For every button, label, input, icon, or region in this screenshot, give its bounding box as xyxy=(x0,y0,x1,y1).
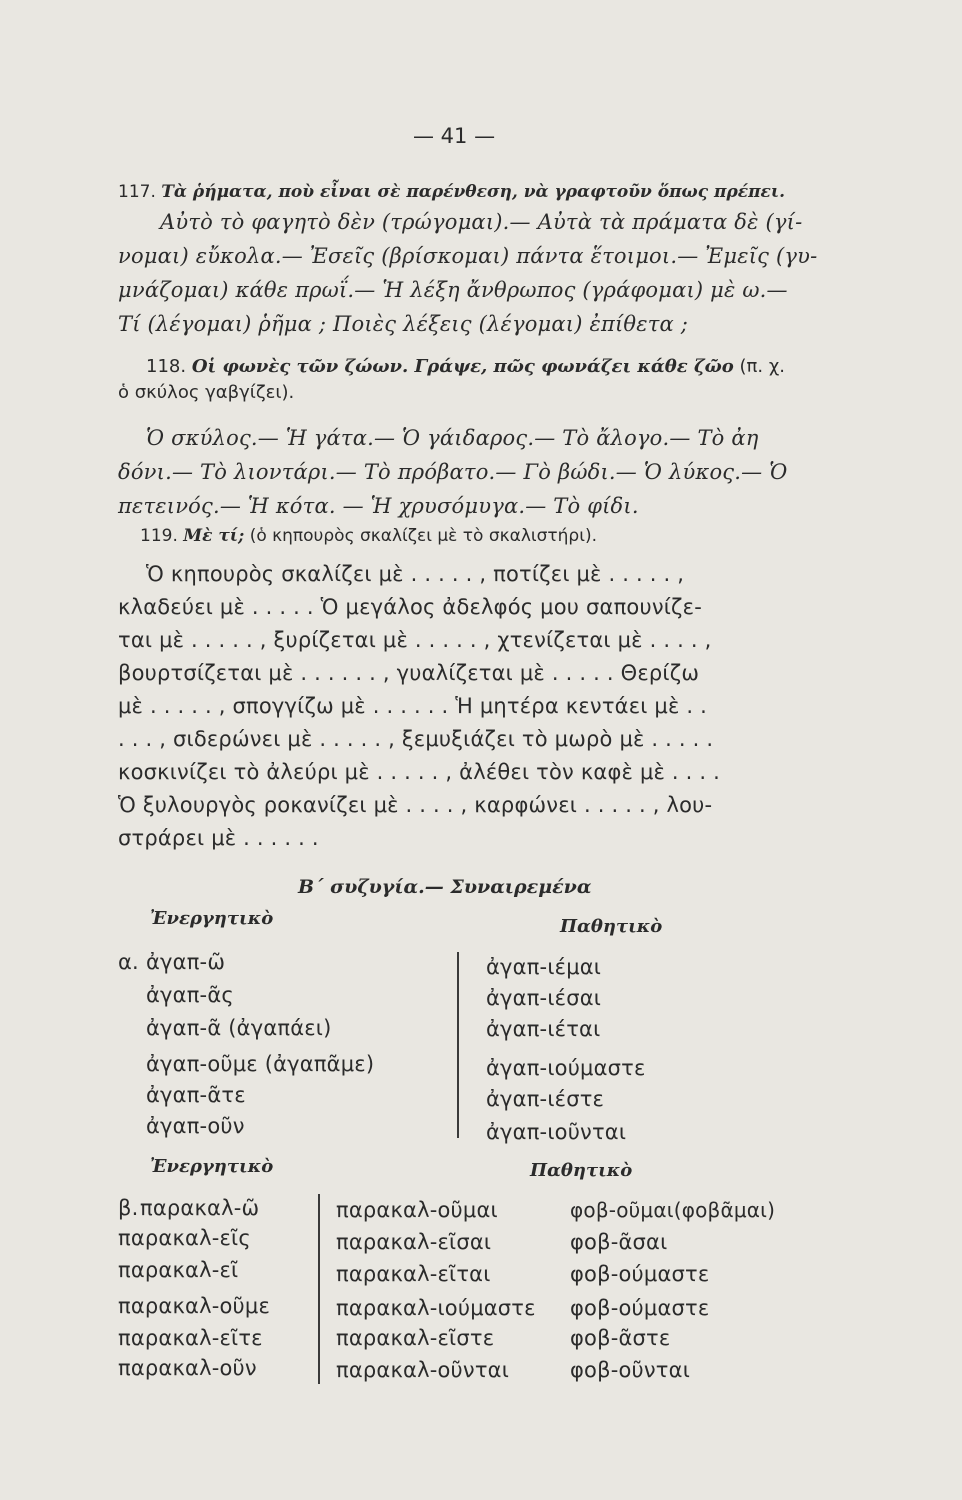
part-b-passive-form: παρακαλ-οῦμαι xyxy=(336,1198,498,1222)
ex119-title-tail: (ὁ κηπουρὸς σκαλίζει μὲ τὸ σκαλιστήρι). xyxy=(249,526,597,546)
ex117-line: Τί (λέγομαι) ῥῆμα ; Ποιὲς λέξεις (λέγομαι) ἐπίθετα ; xyxy=(118,312,689,336)
part-a-passive-form: ἀγαπ-ιέσαι xyxy=(486,986,602,1010)
ex118-title-tail: (π. χ. xyxy=(739,356,785,377)
ex117-line: νομαι) εὔκολα.— Ἐσεῖς (βρίσκομαι) πάντα ἕτοιμοι.— Ἐμεῖς (γυ- xyxy=(118,244,818,268)
part-a-active-form: ἀγαπ-ᾶτε xyxy=(146,1083,246,1107)
ex118-number: 118. xyxy=(146,356,187,377)
part-b-passive-form: παρακαλ-εῖστε xyxy=(336,1326,495,1350)
part-a-passive-form: ἀγαπ-ιοῦνται xyxy=(486,1120,627,1144)
part-a-active-form: ἀγαπ-οῦν xyxy=(146,1114,245,1138)
part-b-active-form: παρακαλ-εῖτε xyxy=(118,1326,263,1350)
part-b-passive-form: παρακαλ-εῖσαι xyxy=(336,1230,492,1254)
part-b-fob-form: φοβ-οῦμαι(φοβᾶμαι) xyxy=(570,1198,776,1222)
ex118-line: Ὁ σκύλος.— Ἡ γάτα.— Ὁ γάιδαρος.— Τὸ ἄλογο.— Τὸ ἀη xyxy=(146,426,759,450)
ex118-heading-line2: ὁ σκύλος γαβγίζει). xyxy=(118,382,295,403)
part-b-passive-form: παρακαλ-εῖται xyxy=(336,1262,491,1286)
part-b-passive-form: παρακαλ-ιούμαστε xyxy=(336,1296,536,1320)
ex119-line: μὲ . . . . . , σπογγίζω μὲ . . . . . . Ἡ μητέρα κεντάει μὲ . . xyxy=(118,694,708,718)
part-b-active-form: παρακαλ-εῖς xyxy=(118,1226,251,1250)
part-b-active-header: Ἐνεργητικὸ xyxy=(150,1156,274,1177)
part-b-passive-header: Παθητικὸ xyxy=(530,1160,633,1181)
part-a-active-form: ἀγαπ-οῦμε (ἀγαπᾶμε) xyxy=(146,1052,375,1076)
part-b-label: β. xyxy=(118,1196,139,1220)
part-a-active-form: ἀγαπ-ῶ xyxy=(146,950,226,974)
part-a-passive-form: ἀγαπ-ιέμαι xyxy=(486,955,602,979)
part-a-label: α. xyxy=(118,950,139,974)
ex117-line: μνάζομαι) κάθε πρωΐ.— Ἡ λέξη ἄνθρωπος (γράφομαι) μὲ ω.— xyxy=(118,278,788,302)
ex119-line: κλαδεύει μὲ . . . . . Ὁ μεγάλος ἀδελφός μου σαπουνίζε- xyxy=(118,595,703,619)
ex119-line: βουρτσίζεται μὲ . . . . . . , γυαλίζεται μὲ . . . . . Θερίζω xyxy=(118,661,700,685)
ex118-title: Οἱ φωνὲς τῶν ζώων. Γράψε, πῶς φωνάζει κάθε ζῶο xyxy=(191,356,734,377)
ex118-heading xyxy=(146,356,785,377)
ex119-line: ται μὲ . . . . . , ξυρίζεται μὲ . . . . . , χτενίζεται μὲ . . . . , xyxy=(118,628,712,652)
ex118-line: πετεινός.— Ἡ κότα. — Ἡ χρυσόμυγα.— Τὸ φίδι. xyxy=(118,494,639,518)
part-a-passive-form: ἀγαπ-ιέστε xyxy=(486,1087,605,1111)
part-b-fob-form: φοβ-ᾶστε xyxy=(570,1326,671,1350)
part-a-passive-header: Παθητικὸ xyxy=(560,916,663,937)
part-b-active-form: παρακαλ-εῖ xyxy=(118,1258,239,1282)
part-a-divider xyxy=(457,952,459,1138)
part-b-active-form: παρακαλ-ῶ xyxy=(140,1196,260,1220)
part-a-active-header: Ἐνεργητικὸ xyxy=(150,908,274,929)
ex119-heading xyxy=(140,526,597,546)
part-a-active-form: ἀγαπ-ᾶ (ἀγαπάει) xyxy=(146,1016,332,1040)
ex117-number: 117. xyxy=(118,182,156,202)
ex119-line: κοσκινίζει τὸ ἀλεύρι μὲ . . . . . , ἀλέθει τὸν καφὲ μὲ . . . . xyxy=(118,760,721,784)
part-a-active-form: ἀγαπ-ᾶς xyxy=(146,983,234,1007)
part-b-fob-form: φοβ-οῦνται xyxy=(570,1358,691,1382)
part-a-passive-form: ἀγαπ-ιέται xyxy=(486,1017,601,1041)
part-b-fob-form: φοβ-ούμαστε xyxy=(570,1262,710,1286)
part-b-active-form: παρακαλ-οῦν xyxy=(118,1356,257,1380)
part-b-divider xyxy=(318,1194,320,1384)
part-b-fob-form: φοβ-ούμαστε xyxy=(570,1296,710,1320)
ex119-line: στράρει μὲ . . . . . . xyxy=(118,826,319,850)
ex119-number: 119. xyxy=(140,526,178,546)
ex117-line: Αὐτὸ τὸ φαγητὸ δὲν (τρώγομαι).— Αὐτὰ τὰ πράματα δὲ (γί- xyxy=(160,210,803,234)
ex119-line: Ὁ ξυλουργὸς ροκανίζει μὲ . . . . , καρφώνει . . . . . , λου- xyxy=(118,793,713,817)
part-b-active-form: παρακαλ-οῦμε xyxy=(118,1294,270,1318)
conjugation-title: Β΄ συζυγία.— Συναιρεμένα xyxy=(298,876,592,898)
ex119-line: . . . , σιδερώνει μὲ . . . . . , ξεμυξιάζει τὸ μωρὸ μὲ . . . . . xyxy=(118,727,714,751)
part-b-passive-form: παρακαλ-οῦνται xyxy=(336,1358,510,1382)
ex119-title: Μὲ τί; xyxy=(183,526,245,546)
ex118-line: δόνι.— Τὸ λιοντάρι.— Τὸ πρόβατο.— Γὸ βώδι.— Ὁ λύκος.— Ὁ xyxy=(118,460,788,484)
part-b-fob-form: φοβ-ᾶσαι xyxy=(570,1230,668,1254)
part-a-passive-form: ἀγαπ-ιούμαστε xyxy=(486,1056,646,1080)
ex117-title: Τὰ ῥήματα, ποὺ εἶναι σὲ παρένθεση, νὰ γραφτοῦν ὅπως πρέπει. xyxy=(161,182,786,202)
ex119-line: Ὁ κηπουρὸς σκαλίζει μὲ . . . . . , ποτίζει μὲ . . . . . , xyxy=(146,562,685,586)
ex117-heading xyxy=(118,182,785,202)
page-number: — 41 — xyxy=(413,124,496,148)
